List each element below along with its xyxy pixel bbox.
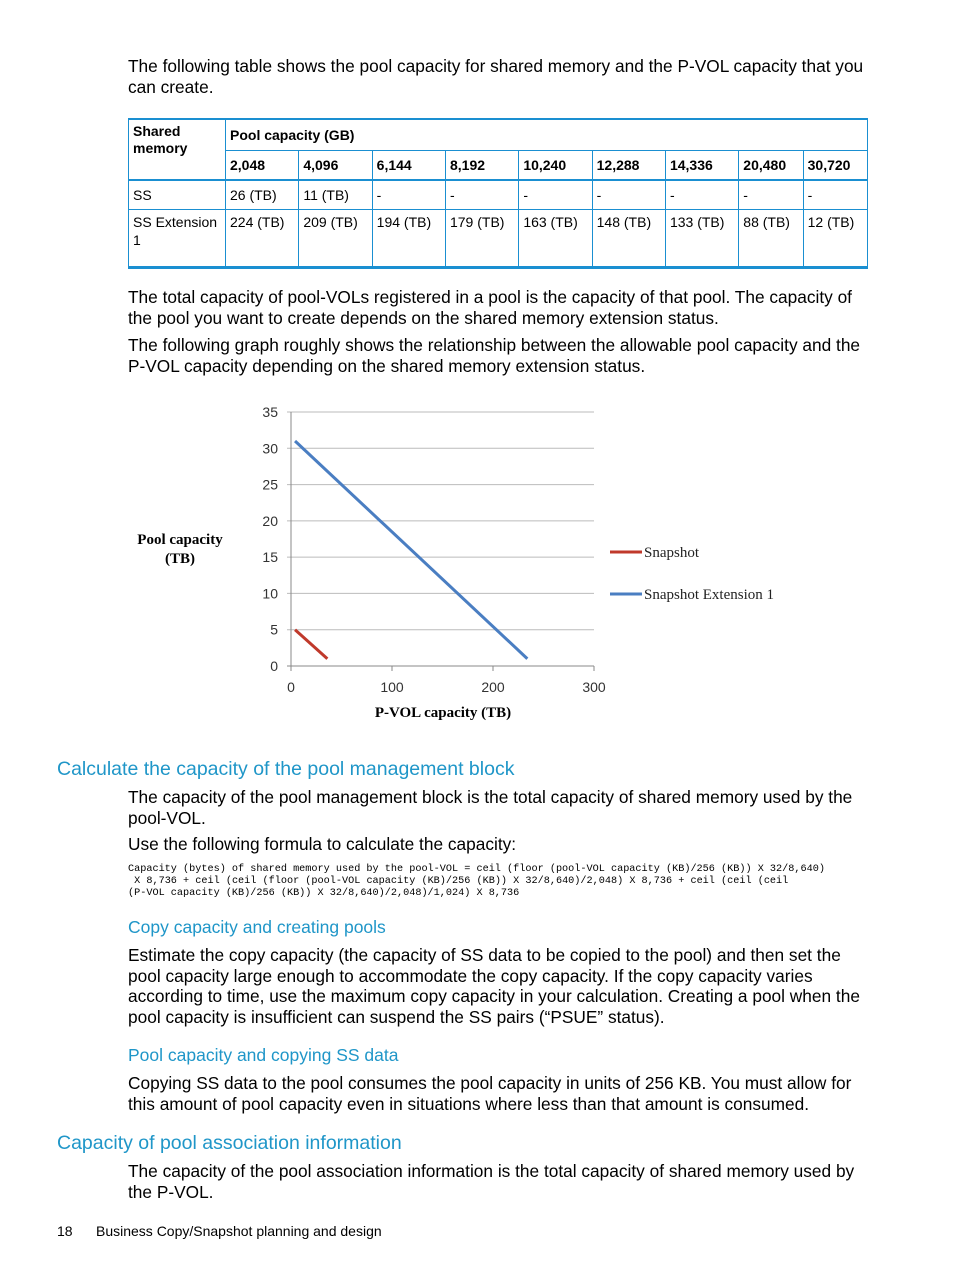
heading-copying-ss-data: Pool capacity and copying SS data xyxy=(128,1045,399,1065)
table-cell: - xyxy=(519,180,592,210)
heading-copy-capacity: Copy capacity and creating pools xyxy=(128,917,386,937)
x-tick-label: 0 xyxy=(287,679,295,695)
table-cell: 163 (TB) xyxy=(519,210,592,268)
capacity-formula: Capacity (bytes) of shared memory used by the pool-VOL = ceil (floor (pool-VOL capacity (KB)/256 (KB)) X 32/8,640) X 8,736 + ceil (ceil (floor (pool-VOL capacity (KB)/256 (KB)) X 32/8,640)/2,048) X 8,736 + ceil (ceil (ceil (P-VOL capacity (KB)/256 (KB)) X 32/8,640)/2,048)/1,024) X 8,736 xyxy=(128,864,825,899)
y-tick-label: 10 xyxy=(262,585,278,602)
table-column-header: 4,096 xyxy=(299,151,372,181)
heading-pool-management-block: Calculate the capacity of the pool management block xyxy=(57,758,515,780)
pool-capacity-table xyxy=(128,118,868,269)
formula-intro-paragraph: Use the following formula to calculate the capacity: xyxy=(128,834,517,854)
page-number: 18 xyxy=(57,1223,73,1239)
table-cell: 88 (TB) xyxy=(739,210,803,268)
copying-ss-paragraph: Copying SS data to the pool consumes the pool capacity in units of 256 KB. You must allow for this amount of pool capacity even in situations where less than that amount is consumed. xyxy=(128,1073,852,1114)
x-tick-label: 200 xyxy=(481,679,505,695)
table-column-header: 30,720 xyxy=(803,151,867,181)
table-column-header: 6,144 xyxy=(372,151,445,181)
table-column-header: 14,336 xyxy=(665,151,738,181)
table-group-header: Pool capacity (GB) xyxy=(226,119,868,151)
table-corner-header: Shared memory xyxy=(129,119,226,180)
table-column-header-row xyxy=(129,151,868,181)
legend-label: Snapshot xyxy=(644,545,700,561)
table-cell: - xyxy=(592,180,665,210)
table-column-header: 20,480 xyxy=(739,151,803,181)
table-cell: 148 (TB) xyxy=(592,210,665,268)
table-row xyxy=(129,210,868,268)
y-tick-labels xyxy=(262,404,278,674)
legend-label: Snapshot Extension 1 xyxy=(644,587,774,603)
pool-management-paragraph: The capacity of the pool management block is the total capacity of shared memory used by the pool-VOL. xyxy=(128,787,853,828)
footer-title: Business Copy/Snapshot planning and design xyxy=(96,1223,382,1239)
chart-series xyxy=(295,441,527,659)
table-cell: 194 (TB) xyxy=(372,210,445,268)
table-cell: - xyxy=(665,180,738,210)
x-axis-label: P-VOL capacity (TB) xyxy=(374,705,512,721)
y-tick-label: 35 xyxy=(262,404,278,420)
y-tick-label: 5 xyxy=(270,621,278,638)
table-cell: - xyxy=(445,180,518,210)
table-cell: 224 (TB) xyxy=(226,210,299,268)
table-cell: - xyxy=(739,180,803,210)
series-line-snapshot-extension-1 xyxy=(295,441,527,659)
table-cell: 133 (TB) xyxy=(665,210,738,268)
table-column-header: 10,240 xyxy=(519,151,592,181)
y-tick-label: 0 xyxy=(270,658,278,674)
heading-pool-association: Capacity of pool association information xyxy=(57,1132,402,1154)
x-tick-label: 300 xyxy=(582,679,606,695)
table-row-label: SS xyxy=(129,180,226,210)
copy-capacity-paragraph: Estimate the copy capacity (the capacity of SS data to be copied to the pool) and then set the pool capacity large enough to accommodate the copy capacity. If the copy capacity varies according to time, use the maximum copy capacity in your calculation. Creating a pool when the pool capacity is insufficient can suspend the SS pairs (“PSUE” status). xyxy=(128,945,860,1027)
table-header-row xyxy=(129,119,868,151)
table-cell: 179 (TB) xyxy=(445,210,518,268)
table-row-label: SS Extension 1 xyxy=(129,210,226,268)
table-cell: 11 (TB) xyxy=(299,180,372,210)
table-cell: - xyxy=(372,180,445,210)
association-paragraph: The capacity of the pool association information is the total capacity of shared memory used by the P-VOL. xyxy=(128,1161,855,1202)
table-cell: - xyxy=(803,180,867,210)
x-tick-label: 100 xyxy=(380,679,404,695)
y-axis-label-line2: (TB) xyxy=(165,551,195,567)
table-row xyxy=(129,180,868,210)
chart-legend xyxy=(610,545,774,603)
y-tick-label: 15 xyxy=(262,549,278,566)
table-column-header: 8,192 xyxy=(445,151,518,181)
capacity-chart xyxy=(120,395,840,730)
chart-grid xyxy=(287,412,594,671)
y-tick-label: 30 xyxy=(262,440,278,457)
table-cell: 12 (TB) xyxy=(803,210,867,268)
intro-paragraph: The following table shows the pool capacity for shared memory and the P-VOL capacity that you can create. xyxy=(128,56,864,97)
y-tick-label: 25 xyxy=(262,476,278,493)
x-tick-labels xyxy=(287,679,606,695)
graph-intro-paragraph: The following graph roughly shows the relationship between the allowable pool capacity and the P-VOL capacity depending on the shared memory extension status. xyxy=(128,335,861,376)
series-line-snapshot xyxy=(295,630,327,659)
y-axis-label-line1: Pool capacity xyxy=(137,532,223,548)
table-cell: 26 (TB) xyxy=(226,180,299,210)
total-capacity-paragraph: The total capacity of pool-VOLs registered in a pool is the capacity of that pool. The capacity of the pool you want to create depends on the shared memory extension status. xyxy=(128,287,852,328)
table-column-header: 12,288 xyxy=(592,151,665,181)
table-column-header: 2,048 xyxy=(226,151,299,181)
table-cell: 209 (TB) xyxy=(299,210,372,268)
y-tick-label: 20 xyxy=(262,512,278,529)
